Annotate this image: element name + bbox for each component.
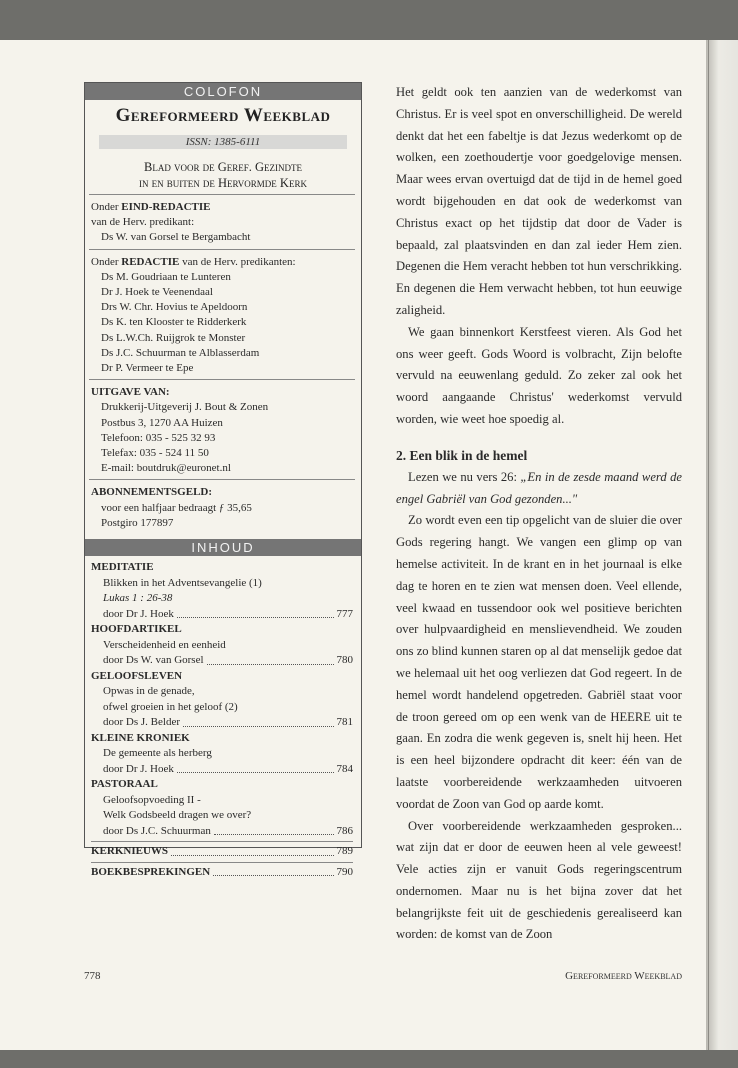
masthead-title: Gereformeerd Weekblad — [115, 105, 331, 126]
subtitle-line-1: Blad voor de Geref. Gezindte — [143, 160, 302, 174]
redactie-block — [85, 255, 361, 377]
divider — [89, 194, 355, 195]
toc-entry-row[interactable] — [91, 715, 353, 731]
toc-page: 786 — [336, 824, 353, 837]
article-paragraph — [396, 467, 682, 511]
redactie-member: Drs W. Chr. Hovius te Apeldoorn — [101, 301, 248, 314]
toc-page: 777 — [336, 607, 353, 620]
subtitle — [85, 159, 361, 191]
publisher-address: Postbus 3, 1270 AA Huizen — [101, 416, 223, 429]
abonnement-heading — [91, 485, 361, 500]
dot-leader — [177, 607, 334, 619]
subtitle-line-2: in en buiten de Hervormde Kerk — [139, 176, 307, 190]
toc-page: 789 — [336, 845, 353, 858]
toc-title: ofwel groeien in het geloof (2) — [103, 700, 238, 713]
toc-entry-kerknieuws[interactable] — [91, 844, 353, 860]
article-paragraph: Zo wordt even een tip opgelicht van de sluier die over Gods regering hangt. We vangen een glimp op van hemelse activiteit. In de krant en in het journaal is elke dag te horen en te zien wat mensen doen. Veel ellende, veel kwaad en tussendoor ook wel positieve berichten over hulpvaardigheid en menslievendheid. We zouden ons zo blind kunnen staren op al dat menselijk gedoe dat we helemaal uit het oog verliezen dat God regeert. In de hemel wordt handelend opgetreden. Gabriël staat voor de troon gereed om op een wenk van de HEERE uit te gaan. En zodra die wenk gegeven is, snelt hij heen. Het is een heel bijzondere opdracht dit keer: één van de laatste voorbereidende werkzaamheden uitvoeren voordat de Zoon van God op aarde komt. — [396, 513, 682, 811]
toc-entry-row[interactable] — [91, 762, 353, 778]
colofon-header: COLOFON — [85, 83, 361, 100]
redactie-suffix: van de Herv. predikanten: — [179, 255, 296, 268]
toc-category: GELOOFSLEVEN — [91, 669, 183, 682]
dot-leader — [207, 653, 334, 665]
issn: ISSN: 1385-6111 — [99, 135, 347, 149]
bible-quote: „En in de zesde maand werd de engel Gabriël van God gezonden..." — [396, 469, 682, 506]
publisher-name: Drukkerij-Uitgeverij J. Bout & Zonen — [101, 401, 269, 414]
toc-title: Opwas in de genade, — [103, 685, 195, 698]
inhoud-header: INHOUD — [85, 539, 361, 556]
redactie-prefix: Onder — [91, 255, 122, 268]
article-column — [396, 82, 682, 946]
eindredactie-prefix: Onder — [91, 201, 122, 213]
toc-category: PASTORAAL — [91, 778, 158, 791]
uitgave-block — [85, 385, 361, 476]
redactie-member: Ds L.W.Ch. Ruijgrok te Monster — [101, 331, 246, 344]
uitgave-heading — [91, 385, 361, 400]
abonnement-label: ABONNEMENTSGELD: — [91, 486, 213, 499]
uitgave-label: UITGAVE VAN: — [91, 386, 170, 399]
redactie-member: Dr P. Vermeer te Epe — [101, 362, 194, 375]
article-paragraph: Het geldt ook ten aanzien van de wederkomst van Christus. Er is veel spot en onverschilligheid. De wereld denkt dat het een fabeltje is dat Jezus wederkomt op de wolken, een zoethoudertje voor goedgelovige mensen. Maar wees ervan overtuigd dat de tijd in de hemel goed wordt bijgehouden en dat ook de wederkomst van Christus exact op het tijdstip dat door de Vader is bepaald, zal plaatsvinden en dan zal ieder Hem zien. Degenen die Hem veracht hebben tot hun verschrikking. En degenen die Hem verwacht hebben, tot hun eeuwige zaligheid. — [396, 85, 682, 317]
toc-page: 790 — [336, 865, 353, 878]
toc-entry-row[interactable] — [91, 653, 353, 669]
publisher-fax: Telefax: 035 - 524 11 50 — [101, 447, 209, 460]
toc-author: door Ds J. Belder — [103, 716, 180, 729]
toc-title: Geloofsopvoeding II - — [103, 793, 201, 806]
divider — [89, 249, 355, 250]
running-title: Gereformeerd Weekblad — [565, 970, 682, 982]
abonnement-postgiro: Postgiro 177897 — [101, 516, 174, 529]
toc-title: De gemeente als herberg — [103, 747, 212, 760]
redactie-heading — [91, 255, 361, 270]
toc-author: door Ds J.C. Schuurman — [103, 824, 211, 837]
toc-author: door Ds W. van Gorsel — [103, 654, 204, 667]
toc-page: 784 — [336, 762, 353, 775]
toc-category: KERKNIEUWS — [91, 845, 169, 858]
gutter-edge — [708, 40, 709, 1050]
binding-gutter — [706, 40, 738, 1050]
dot-leader — [177, 762, 334, 774]
eindredactie-label: EIND-REDACTIE — [121, 201, 211, 213]
toc-entry-boekbesprekingen[interactable] — [91, 865, 353, 881]
article-paragraph: We gaan binnenkort Kerstfeest vieren. Als God het ons weer geeft. Gods Woord is volbracht, Zijn belofte vervuld na eeuwenlang geduld. Zo zeker zal ook het woord aangaande Christus' wederkomst vervuld worden, wie weet hoe spoedig al. — [396, 324, 682, 426]
publisher-phone: Telefoon: 035 - 525 32 93 — [101, 431, 216, 444]
toc-page: 781 — [336, 716, 353, 729]
toc-entry-row[interactable] — [91, 824, 353, 840]
toc-title: Verscheidenheid en eenheid — [103, 638, 226, 651]
eindredactie-block — [85, 200, 361, 246]
toc-title: Blikken in het Adventsevangelie (1) — [103, 576, 262, 589]
redactie-member: Ds M. Goudriaan te Lunteren — [101, 270, 231, 283]
toc-author: door Dr J. Hoek — [103, 607, 174, 620]
divider — [91, 841, 353, 842]
page-number: 778 — [84, 970, 101, 982]
eindredactie-name: Ds W. van Gorsel te Bergambacht — [101, 231, 251, 244]
toc-entry-row[interactable] — [91, 607, 353, 623]
toc-category: HOOFDARTIKEL — [91, 623, 182, 636]
dot-leader — [183, 715, 334, 727]
divider — [89, 479, 355, 480]
redactie-label: REDACTIE — [121, 255, 180, 268]
abonnement-price: voor een halfjaar bedraagt ƒ 35,65 — [101, 501, 252, 514]
colofon-box — [84, 82, 362, 878]
dot-leader — [214, 824, 334, 836]
abonnement-block — [85, 485, 361, 531]
eindredactie-heading — [91, 200, 361, 215]
table-of-contents — [85, 560, 361, 880]
toc-title: Lukas 1 : 26-38 — [103, 592, 173, 605]
redactie-member: Ds K. ten Klooster te Ridderkerk — [101, 316, 247, 329]
toc-page: 780 — [336, 654, 353, 667]
dot-leader — [171, 844, 333, 856]
toc-author: door Dr J. Hoek — [103, 762, 174, 775]
dot-leader — [213, 865, 333, 877]
toc-category: KLEINE KRONIEK — [91, 731, 190, 744]
eindredactie-role: van de Herv. predikant: — [91, 216, 195, 229]
divider — [91, 862, 353, 863]
toc-category: MEDITATIE — [91, 561, 154, 574]
publisher-email: E-mail: boutdruk@euronet.nl — [101, 462, 231, 475]
toc-title: Welk Godsbeeld dragen we over? — [103, 809, 252, 822]
divider — [89, 379, 355, 380]
toc-category: BOEKBESPREKINGEN — [91, 865, 211, 878]
section-heading: 2. Een blik in de hemel — [396, 447, 528, 463]
redactie-member: Dr J. Hoek te Veenendaal — [101, 286, 213, 299]
article-paragraph: Over voorbereidende werkzaamheden gesproken... wat zijn dat er door de eeuwen heen al vele geweest! Vele acties zijn er vanuit Gods regeringscentrum ondernomen. Maar nu is het bijna zover dat het belangrijkste feit uit de geschiedenis gerealiseerd kan worden: de komst van de Zoon — [396, 818, 682, 942]
redactie-member: Ds J.C. Schuurman te Alblasserdam — [101, 346, 260, 359]
quote-lead: Lezen we nu vers 26: — [408, 469, 521, 484]
